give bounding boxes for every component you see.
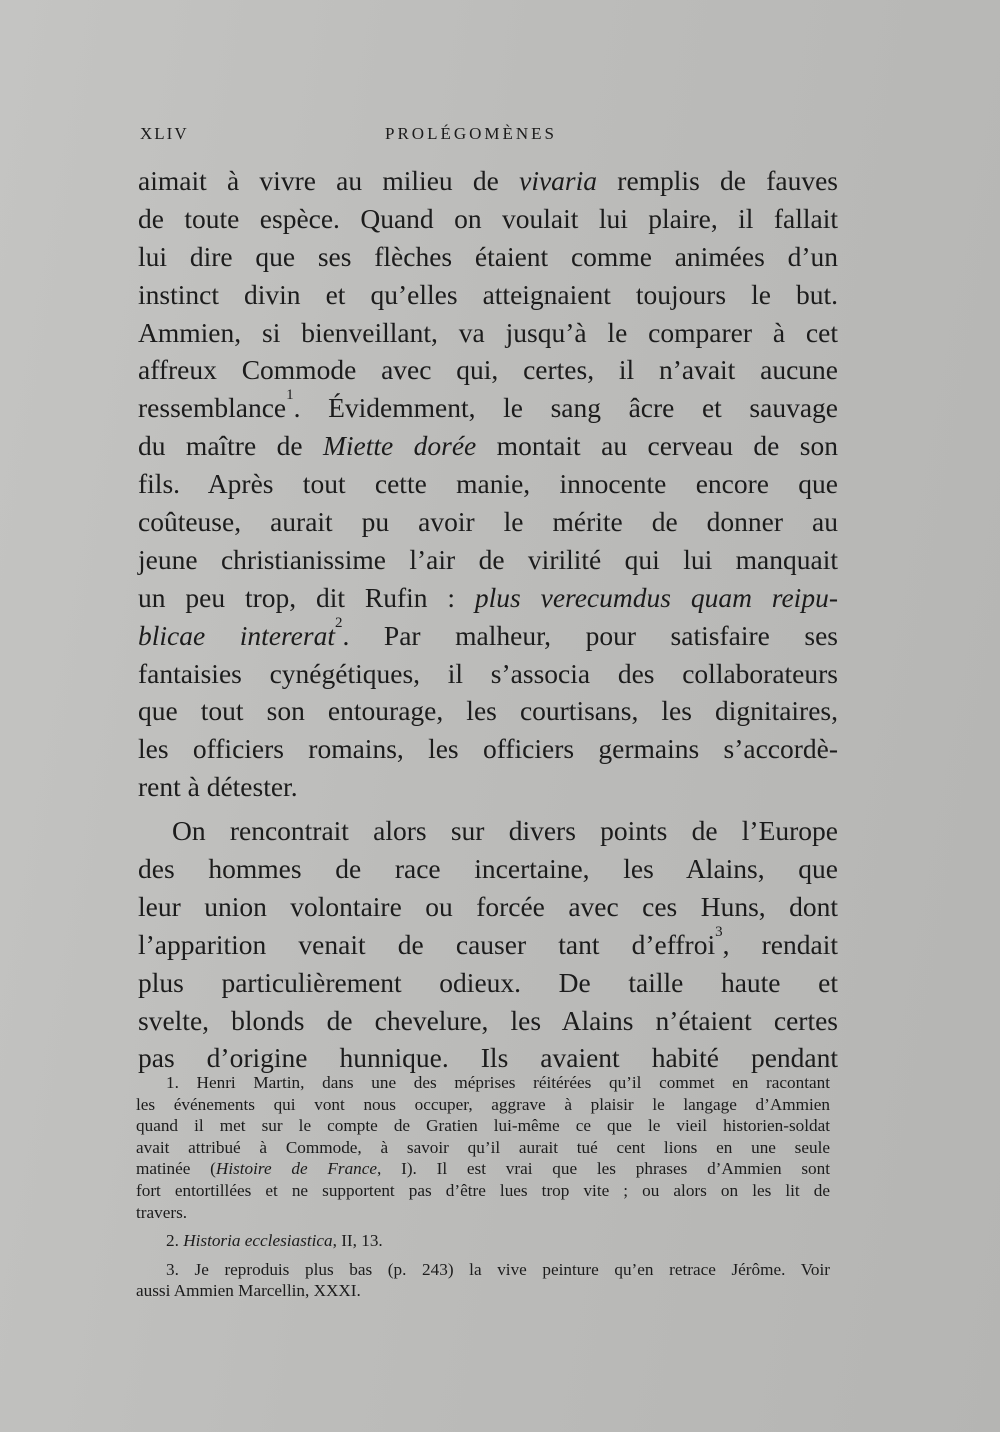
paragraph-start-line: On rencontrait alors sur divers points de l’Europe — [172, 815, 838, 847]
text-line: instinct divin et qu’elles atteignaient toujours le but. — [138, 278, 838, 310]
text-line: pas d’origine hunnique. Ils avaient habité pendant — [138, 1042, 838, 1074]
footnote-line: 3. Je reproduis plus bas (p. 243) la vive peinture qu’en retrace Jérôme. Voir — [166, 1259, 830, 1279]
text-line: jeune christianissime l’air de virilité qui lui manquait — [138, 543, 838, 575]
text-line: affreux Commode avec qui, certes, il n’avait aucune — [138, 354, 838, 386]
text-line: aimait à vivre au milieu de vivaria remplis de fauves — [138, 165, 838, 196]
text-line: Ammien, si bienveillant, va jusqu’à le comparer à cet — [138, 316, 838, 348]
text-line: lui dire que ses flèches étaient comme animées d’un — [138, 240, 838, 272]
page-header — [140, 124, 740, 152]
footnote-line: quand il met sur le compte de Gratien lui-même ce que le vieil historien-soldat — [136, 1116, 830, 1136]
text-line: leur union volontaire ou forcée avec ces Huns, dont — [138, 890, 838, 922]
text-line: l’apparition venait de causer tant d’effroi$^3$, rendait — [138, 923, 838, 960]
footnote-line: travers. — [136, 1202, 188, 1222]
text-line: plus particulièrement odieux. De taille haute et — [138, 966, 838, 998]
footnote-line: avait attribué à Commode, à savoir qu’il aurait tué cent lions en une seule — [136, 1137, 830, 1157]
text-line: fils. Après tout cette manie, innocente encore que — [138, 468, 838, 500]
page-number: XLIV — [140, 124, 189, 143]
text-line: que tout son entourage, les courtisans, les dignitaires, — [138, 695, 838, 727]
main-text — [138, 162, 838, 1077]
text-line: les officiers romains, les officiers germains s’accordè- — [138, 733, 838, 765]
text-line: coûteuse, aurait pu avoir le mérite de donner au — [138, 506, 838, 538]
footnote-ref: 1 — [286, 387, 294, 404]
footnote-line: 1. Henri Martin, dans une des méprises réitérées qu’il commet en racontant — [166, 1073, 830, 1092]
text-line: des hommes de race incertaine, les Alains, que — [138, 853, 838, 885]
text-line: ressemblance$^1$. Évidemment, le sang âcre et sauvage — [138, 387, 838, 424]
footnote-line: aussi Ammien Marcellin, XXXI. — [136, 1281, 361, 1301]
footnote-line: fort entortillées et ne supportent pas d’être lues trop vite ; ou alors on les lit de — [136, 1180, 830, 1200]
running-title: PROLÉGOMÈNES — [385, 124, 558, 143]
footnote-ref: 2 — [334, 614, 343, 631]
text-line: de toute espèce. Quand on voulait lui plaire, il fallait — [138, 202, 838, 234]
text-line: blicae intererat$^2$. Par malheur, pour satisfaire ses — [138, 614, 838, 651]
footnote-line: les événements qui vont nous occuper, aggrave à plaisir le langage d’Ammien — [136, 1094, 830, 1114]
footnote-line: 2. Historia ecclesiastica, II, 13. — [166, 1231, 383, 1251]
footnote-line: matinée (Histoire de France, I). Il est vrai que les phrases d’Ammien sont — [136, 1159, 830, 1179]
text-line: fantaisies cynégétiques, il s’associa des collaborateurs — [138, 657, 838, 689]
text-line: svelte, blonds de chevelure, les Alains n’étaient certes — [138, 1004, 838, 1036]
text-line: du maître de Miette dorée montait au cerveau de son — [138, 430, 838, 462]
text-line: un peu trop, dit Rufin : plus verecumdus quam reipu- — [138, 581, 838, 613]
footnote-ref: 3 — [715, 923, 723, 940]
text-line: rent à détester. — [138, 771, 298, 803]
footnotes — [136, 1072, 830, 1302]
